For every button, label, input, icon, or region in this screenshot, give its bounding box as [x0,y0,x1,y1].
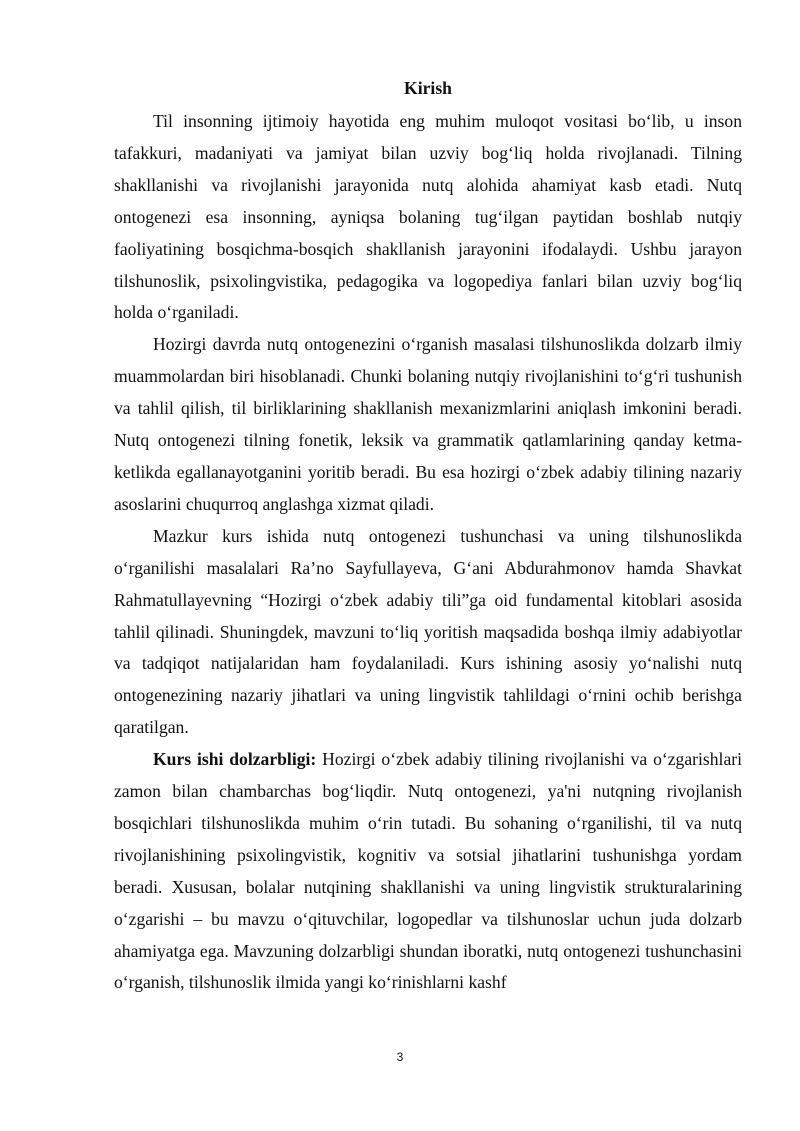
document-page [114,76,742,999]
section-title: Kirish [404,78,452,98]
paragraph-relevance [114,744,742,999]
relevance-heading: Kurs ishi dolzarbligi: [153,749,317,770]
paragraph-introduction [114,106,742,329]
paragraph-course-work-scope [114,521,742,744]
paragraph-text: Hozirgi o‘zbek adabiy tilining rivojlanishi va o‘zgarishlari zamon bilan chambarchas bog‘liqdir. Nutq ontogenezi, ya'ni nutqning rivojlanish bosqichlari tilshunoslikda muhim o‘rin tutadi. Bu sohaning o‘rganilishi, til va nutq rivojlanishining psixolingvistik, kognitiv va sotsial jihatlarini tushunishga yordam beradi. Xususan, bolalar nutqining shakllanishi va uning lingvistik strukturalarining o‘zgarishi – bu mavzu o‘qituvchilar, logopedlar va tilshunoslar uchun juda dolzarb ahamiyatga ega. Mavzuning dolzarbligi shundan iboratki, nutq ontogenezi tushunchasini o‘rganish, tilshunoslik ilmida yangi ko‘rinishlarni kashf [114,749,742,993]
paragraph-text: Hozirgi davrda nutq ontogenezini o‘rganish masalasi tilshunoslikda dolzarb ilmiy muammolardan biri hisoblanadi. Chunki bolaning nutqiy rivojlanishini to‘g‘ri tushunish va tahlil qilish, til birliklarining shakllanish mexanizmlarini aniqlash imkonini beradi. Nutq ontogenezi tilning fonetik, leksik va grammatik qatlamlarining qanday ketma-ketlikda egallanayotganini yoritib beradi. Bu esa hozirgi o‘zbek adabiy tilining nazariy asoslarini chuqurroq anglashga xizmat qiladi. [114,334,742,514]
paragraph-text: Til insonning ijtimoiy hayotida eng muhim muloqot vositasi bo‘lib, u inson tafakkuri, madaniyati va jamiyat bilan uzviy bog‘liq holda rivojlanadi. Tilning shakllanishi va rivojlanishi jarayonida nutq alohida ahamiyat kasb etadi. Nutq ontogenezi esa insonning, ayniqsa bolaning tug‘ilgan paytidan boshlab nutqiy faoliyatining bosqichma-bosqich shakllanish jarayonini ifodalaydi. Ushbu jarayon tilshunoslik, psixolingvistika, pedagogika va logopediya fanlari bilan uzviy bog‘liq holda o‘rganiladi. [114,111,742,323]
paragraph-text: Mazkur kurs ishida nutq ontogenezi tushunchasi va uning tilshunoslikda o‘rganilishi masalalari Ra’no Sayfullayeva, G‘ani Abdurahmonov hamda Shavkat Rahmatullayevning “Hozirgi o‘zbek adabiy tili”ga oid fundamental kitoblari asosida tahlil qilinadi. Shuningdek, mavzuni to‘liq yoritish maqsadida boshqa ilmiy adabiyotlar va tadqiqot natijalaridan ham foydalaniladi. Kurs ishining asosiy yo‘nalishi nutq ontogenezining nazariy jihatlari va uning lingvistik tahlildagi o‘rnini ochib berishga qaratilgan. [114,525,742,738]
paragraph-current-period [114,329,742,520]
page-number: 3 [396,1050,404,1064]
